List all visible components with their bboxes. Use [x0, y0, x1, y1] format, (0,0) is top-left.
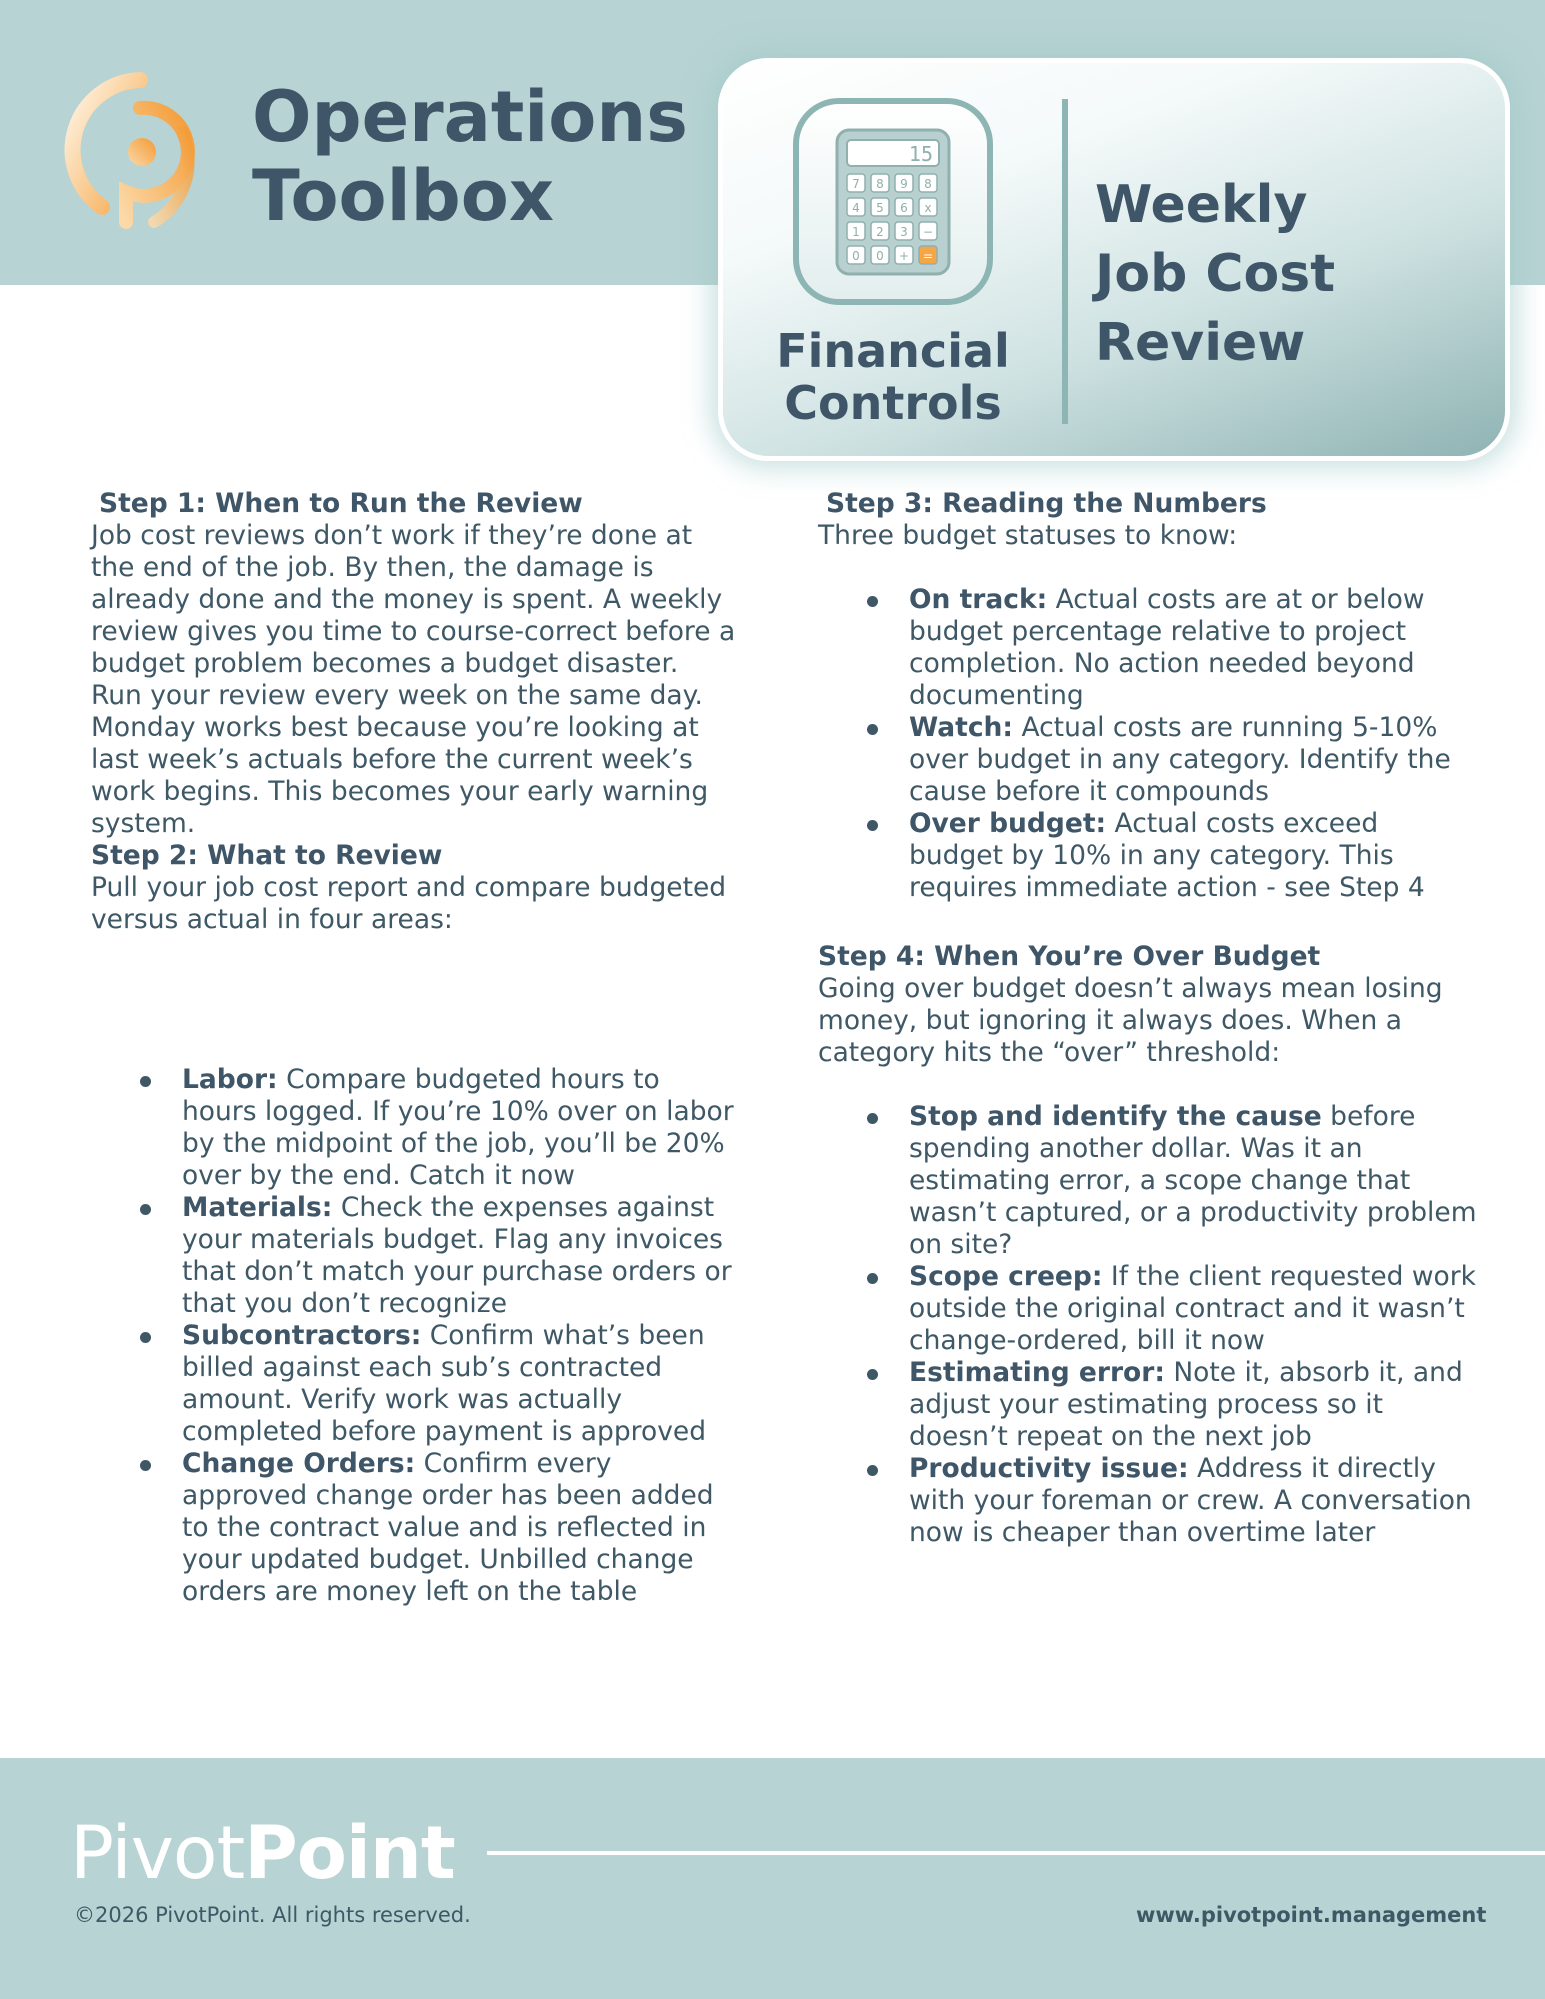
list-item	[818, 584, 1478, 712]
step1-heading: Step 1: When to Run the Review	[99, 488, 583, 519]
title-card	[718, 58, 1510, 461]
list-item-text: Actual costs are running 5-10% over budget in any category. Identify the cause before it compounds	[909, 712, 1451, 807]
calculator-key-label: 4	[852, 201, 860, 215]
step2-intro: Pull your job cost report and compare budgeted versus actual in four areas:	[91, 872, 727, 935]
list-item-label: On track:	[909, 584, 1048, 615]
list-item-text: Confirm every approved change order has been added to the contract value and is reflected in your updated budget. Unbilled change orders are money left on the table	[182, 1448, 714, 1607]
step4-list	[818, 1101, 1478, 1549]
list-item-text: Compare budgeted hours to hours logged. If you’re 10% over on labor by the midpoint of the job, you’ll be 20% over by the end. Catch it now	[182, 1064, 734, 1191]
footer-logo	[70, 1812, 455, 1896]
list-item	[818, 712, 1478, 808]
list-item-text: Check the expenses against your materials budget. Flag any invoices that don’t match your purchase orders or that you don’t recognize	[182, 1192, 732, 1319]
list-item	[818, 1101, 1478, 1261]
calculator-key-label: 8	[876, 177, 884, 191]
list-item-text: Actual costs exceed budget by 10% in any category. This requires immediate action - see Step 4	[909, 808, 1425, 903]
category-line1: Financial	[776, 324, 1010, 378]
step1-paragraph-1: Job cost reviews don’t work if they’re done at the end of the job. By then, the damage is already done and the money is spent. A weekly review gives you time to course-correct before a budget problem becomes a budget disaster.	[91, 520, 736, 679]
calculator-key-label: 5	[876, 201, 884, 215]
list-item-text: If the client requested work outside the original contract and it wasn’t change-ordered, bill it now	[909, 1261, 1477, 1356]
document-title-line2: Job Cost	[1095, 244, 1336, 304]
step4-heading: Step 4: When You’re Over Budget	[818, 941, 1321, 972]
list-item	[91, 1064, 741, 1192]
calculator-key-label: 2	[876, 225, 884, 239]
list-item	[818, 1357, 1478, 1453]
list-item-label: Estimating error:	[909, 1357, 1165, 1388]
document-title-line3: Review	[1095, 313, 1306, 373]
step3-list	[818, 584, 1478, 904]
footer-copyright: ©2026 PivotPoint. All rights reserved.	[74, 1903, 471, 1927]
footer-logo-light: Pivot	[70, 1811, 245, 1896]
list-item-label: Materials:	[182, 1192, 333, 1223]
right-column	[818, 488, 1478, 1549]
list-item-label: Productivity issue:	[909, 1453, 1189, 1484]
step2-heading: Step 2: What to Review	[91, 840, 443, 871]
category-line2: Controls	[784, 376, 1002, 430]
list-item	[818, 1261, 1478, 1357]
list-item	[91, 1320, 741, 1448]
list-item	[91, 1448, 741, 1608]
step2-list	[91, 1064, 741, 1608]
brand-title	[252, 78, 688, 236]
brand-title-line2: Toolbox	[252, 155, 554, 237]
brand-title-line1: Operations	[252, 76, 688, 158]
list-item-label: Stop and identify the cause	[909, 1101, 1322, 1132]
calculator-frame	[793, 98, 993, 305]
card-divider	[1062, 99, 1068, 424]
list-item-text: Address it directly with your foreman or crew. A conversation now is cheaper than overtime later	[909, 1453, 1472, 1548]
list-item-label: Labor:	[182, 1064, 278, 1095]
calculator-key-label: 3	[900, 225, 908, 239]
list-item-label: Scope creep:	[909, 1261, 1103, 1292]
step3-heading: Step 3: Reading the Numbers	[826, 488, 1267, 519]
document-title-line1: Weekly	[1095, 175, 1308, 235]
list-item	[818, 1453, 1478, 1549]
list-item-text: Confirm what’s been billed against each sub’s contracted amount. Verify work was actually completed before payment is approved	[182, 1320, 707, 1447]
list-item-label: Over budget:	[909, 808, 1107, 839]
category-title	[733, 325, 1053, 429]
calculator-key-label: 7	[852, 177, 860, 191]
pivotpoint-logo-icon	[62, 72, 222, 232]
step3-intro: Three budget statuses to know:	[818, 520, 1238, 551]
calculator-key-label: x	[924, 201, 932, 215]
calculator-key-label: =	[922, 249, 934, 263]
list-item-label: Watch:	[909, 712, 1014, 743]
list-item-text: Actual costs are at or below budget percentage relative to project completion. No action needed beyond documenting	[909, 584, 1425, 711]
list-item-label: Change Orders:	[182, 1448, 416, 1479]
calculator-key-label: 0	[876, 249, 884, 263]
list-item	[818, 808, 1478, 904]
step1-paragraph-2: Run your review every week on the same day. Monday works best because you’re looking at last week’s actuals before the current week’s work begins. This becomes your early warning system.	[91, 680, 709, 839]
step4-intro: Going over budget doesn’t always mean losing money, but ignoring it always does. When a category hits the “over” threshold:	[818, 973, 1443, 1068]
document-title	[1095, 171, 1335, 378]
list-item	[91, 1192, 741, 1320]
list-item-text: Note it, absorb it, and adjust your estimating process so it doesn’t repeat on the next job	[909, 1357, 1463, 1452]
calculator-icon	[835, 128, 951, 276]
calculator-key-label: 1	[852, 225, 860, 239]
left-column	[91, 488, 741, 1608]
footer-logo-bold: Point	[244, 1811, 455, 1896]
calculator-key-label: 6	[900, 201, 908, 215]
footer-url: www.pivotpoint.management	[1136, 1903, 1487, 1927]
list-item-label: Subcontractors:	[182, 1320, 422, 1351]
calculator-key-label: 0	[852, 249, 860, 263]
calculator-key-label: −	[922, 225, 934, 239]
calculator-key-label: 9	[900, 177, 908, 191]
list-item-text: before spending another dollar. Was it an estimating error, a scope change that wasn’t captured, or a productivity problem on site?	[909, 1101, 1477, 1260]
calculator-display: 15	[908, 142, 933, 166]
calculator-key-label: 8	[924, 177, 932, 191]
footer-rule	[487, 1851, 1545, 1855]
calculator-key-label: +	[898, 249, 910, 263]
